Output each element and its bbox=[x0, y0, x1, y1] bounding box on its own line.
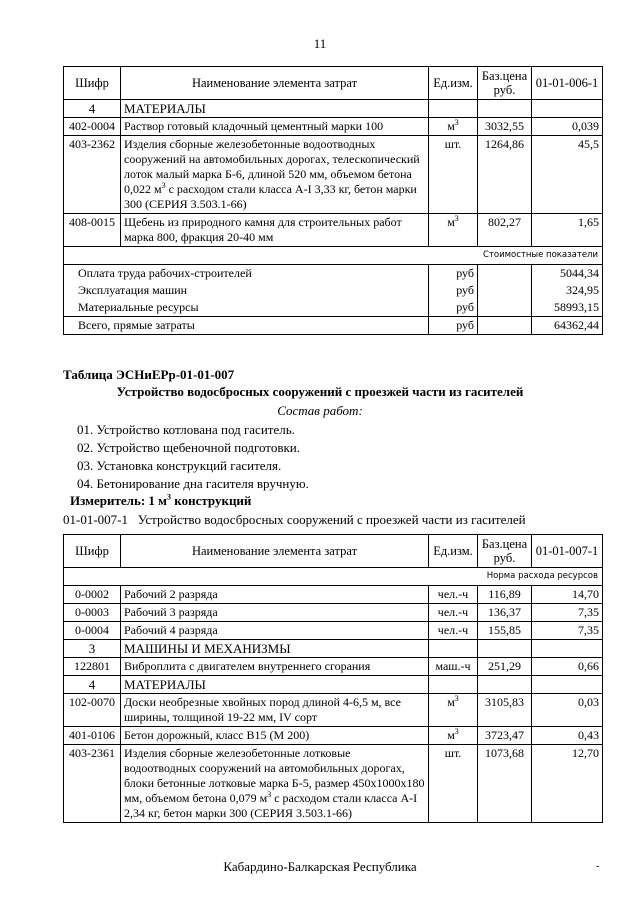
row-value: 0,039 bbox=[532, 118, 603, 136]
section-number: 3 bbox=[64, 640, 121, 658]
table-row bbox=[64, 214, 603, 247]
table-row bbox=[64, 694, 603, 727]
row-code: 102-0070 bbox=[64, 694, 121, 727]
row-price: 1264,86 bbox=[478, 136, 532, 214]
total-row bbox=[64, 282, 603, 299]
row-name: Виброплита с двигателем внутреннего сгорания bbox=[121, 658, 429, 676]
row-value: 7,35 bbox=[532, 622, 603, 640]
table-label: Таблица ЭСНиЕРр-01-01-007 bbox=[63, 367, 235, 382]
total-label: Всего, прямые затраты bbox=[64, 317, 429, 335]
footer-region: Кабардино-Балкарская Республика bbox=[223, 859, 417, 874]
section-number: 4 bbox=[64, 676, 121, 694]
row-price: 802,27 bbox=[478, 214, 532, 247]
work-item: 04. Бетонирование дна гасителя вручную. bbox=[77, 476, 309, 491]
header-base-price: Баз.цена руб. bbox=[478, 67, 532, 100]
section-title: МАТЕРИАЛЫ bbox=[121, 100, 429, 118]
item-line: 01-01-007-1 Устройство водосбросных сооружений с проезжей части из гасителей bbox=[63, 512, 526, 527]
table-row bbox=[64, 136, 603, 214]
header-name: Наименование элемента затрат bbox=[121, 67, 429, 100]
row-code: 402-0004 bbox=[64, 118, 121, 136]
row-unit: шт. bbox=[429, 136, 478, 214]
section-number: 4 bbox=[64, 100, 121, 118]
total-label: Материальные ресурсы bbox=[64, 299, 429, 317]
total-unit: руб bbox=[429, 265, 478, 283]
row-name: Изделия сборные железобетонные лотковые водоотводных сооружений на автомобильных дорогах, блоки бетонные лотковые марка Б-5, размер 450x1000x180 мм, объемом бетона 0,079 $м^3$ с расходом стали класса А-I 2,34 кг, бетон марки 300 (СЕРИЯ 3.503.1-66) bbox=[121, 745, 429, 823]
row-unit: $м^3$ bbox=[429, 214, 478, 247]
header-code: Шифр bbox=[64, 67, 121, 100]
work-item: 03. Установка конструкций гасителя. bbox=[77, 458, 282, 473]
total-value: 58993,15 bbox=[532, 299, 603, 317]
row-unit: $м^3$ bbox=[429, 727, 478, 745]
row-name: Щебень из природного камня для строительных работ марка 800, фракция 20-40 мм bbox=[121, 214, 429, 247]
row-name: Рабочий 3 разряда bbox=[121, 604, 429, 622]
work-item: 01. Устройство котлована под гаситель. bbox=[77, 422, 295, 437]
row-value: 14,70 bbox=[532, 586, 603, 604]
header-name: Наименование элемента затрат bbox=[121, 535, 429, 568]
total-value: 324,95 bbox=[532, 282, 603, 299]
resource-table-2 bbox=[63, 534, 603, 823]
table-row bbox=[64, 604, 603, 622]
table-row bbox=[64, 727, 603, 745]
section-title: МАШИНЫ И МЕХАНИЗМЫ bbox=[121, 640, 429, 658]
row-unit: $м^3$ bbox=[429, 118, 478, 136]
footer-mark: - bbox=[596, 861, 600, 872]
total-row bbox=[64, 317, 603, 335]
total-label: Эксплуатация машин bbox=[64, 282, 429, 299]
row-value: 0,03 bbox=[532, 694, 603, 727]
work-heading: Состав работ: bbox=[277, 403, 363, 418]
row-name: Рабочий 2 разряда bbox=[121, 586, 429, 604]
row-unit: $м^3$ bbox=[429, 694, 478, 727]
table-row bbox=[64, 586, 603, 604]
total-unit: руб bbox=[429, 299, 478, 317]
row-unit: чел.-ч bbox=[429, 586, 478, 604]
header-unit: Ед.изм. bbox=[429, 67, 478, 100]
total-value: 64362,44 bbox=[532, 317, 603, 335]
header-unit: Ед.изм. bbox=[429, 535, 478, 568]
total-unit: руб bbox=[429, 317, 478, 335]
row-name: Бетон дорожный, класс В15 (М 200) bbox=[121, 727, 429, 745]
table-row bbox=[64, 658, 603, 676]
row-price: 3723,47 bbox=[478, 727, 532, 745]
row-name: Доски необрезные хвойных пород длиной 4-6,5 м, все ширины, толщиной 19-22 мм, IV сорт bbox=[121, 694, 429, 727]
row-unit: чел.-ч bbox=[429, 604, 478, 622]
total-row bbox=[64, 299, 603, 317]
header-code: Шифр bbox=[64, 535, 121, 568]
norm-note: Норма расхода ресурсов bbox=[64, 568, 603, 586]
page-number: 11 bbox=[313, 36, 327, 51]
row-price: 1073,68 bbox=[478, 745, 532, 823]
total-row bbox=[64, 265, 603, 283]
header-base-price: Баз.цена руб. bbox=[478, 535, 532, 568]
row-price: 136,37 bbox=[478, 604, 532, 622]
row-value: 0,66 bbox=[532, 658, 603, 676]
row-code: 403-2361 bbox=[64, 745, 121, 823]
header-item-code: 01-01-007-1 bbox=[532, 535, 603, 568]
row-name: Раствор готовый кладочный цементный марки 100 bbox=[121, 118, 429, 136]
row-value: 1,65 bbox=[532, 214, 603, 247]
row-value: 7,35 bbox=[532, 604, 603, 622]
header-item-code: 01-01-006-1 bbox=[532, 67, 603, 100]
row-price: 3032,55 bbox=[478, 118, 532, 136]
row-unit: чел.-ч bbox=[429, 622, 478, 640]
row-code: 0-0002 bbox=[64, 586, 121, 604]
row-name: Рабочий 4 разряда bbox=[121, 622, 429, 640]
row-name: Изделия сборные железобетонные водоотводных сооружений на автомобильных дорогах, телескопический лоток малый марка Б-6, длиной 520 мм, объемом бетона 0,022 $м^3$ с расходом стали класса А-I 3,33 кг, бетон марки 300 (СЕРИЯ 3.503.1-66) bbox=[121, 136, 429, 214]
row-code: 403-2362 bbox=[64, 136, 121, 214]
resource-table-1 bbox=[63, 66, 603, 335]
section-title: МАТЕРИАЛЫ bbox=[121, 676, 429, 694]
row-unit: шт. bbox=[429, 745, 478, 823]
total-value: 5044,34 bbox=[532, 265, 603, 283]
total-unit: руб bbox=[429, 282, 478, 299]
meter: Измеритель: 1 $м^3$ конструкций bbox=[70, 492, 252, 508]
table-row bbox=[64, 622, 603, 640]
row-code: 0-0004 bbox=[64, 622, 121, 640]
cost-note: Стоимостные показатели bbox=[64, 247, 603, 265]
row-value: 45,5 bbox=[532, 136, 603, 214]
row-code: 0-0003 bbox=[64, 604, 121, 622]
row-unit: маш.-ч bbox=[429, 658, 478, 676]
table-row bbox=[64, 745, 603, 823]
row-price: 155,85 bbox=[478, 622, 532, 640]
table-title: Устройство водосбросных сооружений с проезжей части из гасителей bbox=[116, 384, 524, 399]
row-value: 12,70 bbox=[532, 745, 603, 823]
table-row bbox=[64, 118, 603, 136]
section-row bbox=[64, 640, 603, 658]
row-price: 3105,83 bbox=[478, 694, 532, 727]
work-item: 02. Устройство щебеночной подготовки. bbox=[77, 440, 300, 455]
row-price: 116,89 bbox=[478, 586, 532, 604]
row-value: 0,43 bbox=[532, 727, 603, 745]
row-code: 408-0015 bbox=[64, 214, 121, 247]
row-code: 122801 bbox=[64, 658, 121, 676]
total-label: Оплата труда рабочих-строителей bbox=[64, 265, 429, 283]
row-code: 401-0106 bbox=[64, 727, 121, 745]
row-price: 251,29 bbox=[478, 658, 532, 676]
section-row bbox=[64, 676, 603, 694]
